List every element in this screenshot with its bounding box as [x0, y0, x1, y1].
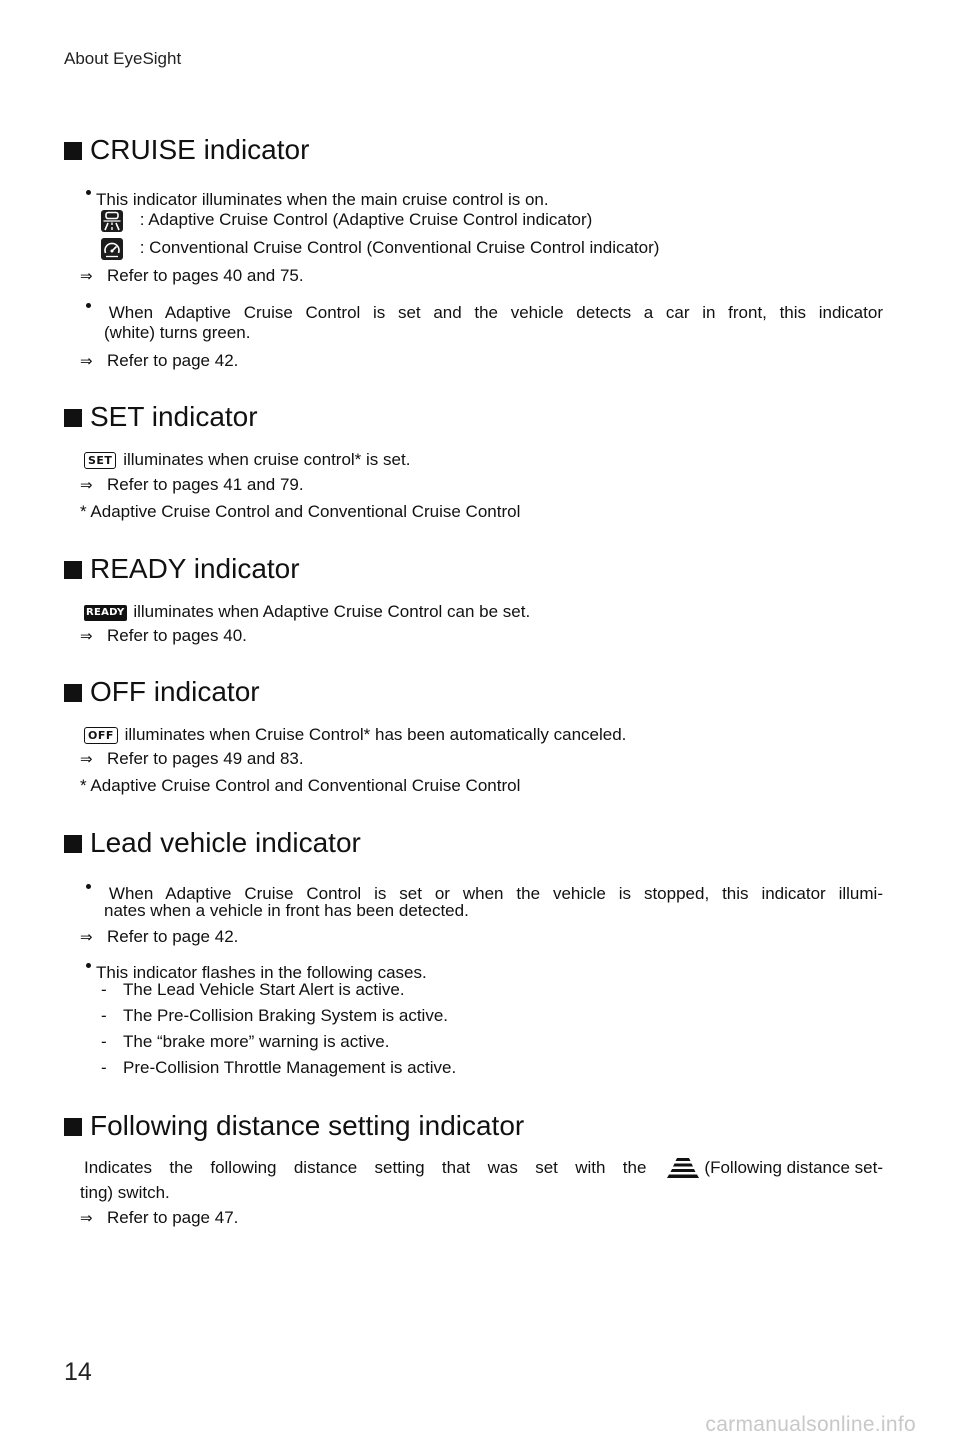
footnote: * Adaptive Cruise Control and Conventional Cruise Control [80, 776, 521, 795]
square-bullet-icon [64, 835, 82, 853]
section-lead-vehicle [64, 826, 884, 860]
list-item: - Pre-Collision Throttle Management is active. [101, 1058, 457, 1077]
conventional-cruise-icon [101, 238, 123, 260]
bullet-icon [84, 179, 96, 205]
page-number: 14 [64, 1358, 92, 1386]
watermark: carmanualsonline.info [705, 1413, 916, 1436]
page-reference: ⇒ Refer to pages 40. [80, 623, 247, 649]
list-item: - The Lead Vehicle Start Alert is active. [101, 980, 405, 999]
section-set [64, 400, 884, 434]
arrow-right-icon: ⇒ [80, 627, 93, 645]
section-ready [64, 552, 884, 586]
page-reference: ⇒ Refer to pages 40 and 75. [80, 263, 304, 289]
conventional-cruise-row: : Conventional Cruise Control (Conventional Cruise Control indicator) [101, 235, 659, 261]
bullet-continuation: (white) turns green. [104, 323, 251, 342]
bullet-icon [84, 292, 96, 318]
bullet-item: This indicator illuminates when the main cruise control is on. [84, 179, 549, 213]
ready-indicator-text: READY illuminates when Adaptive Cruise Control can be set. [86, 602, 531, 621]
square-bullet-icon [64, 561, 82, 579]
section-heading: CRUISE indicator [64, 133, 884, 167]
set-indicator-text: SET illuminates when cruise control* is set. [84, 447, 410, 473]
page-reference: ⇒ Refer to pages 41 and 79. [80, 472, 304, 498]
footnote: * Adaptive Cruise Control and Conventional Cruise Control [80, 502, 521, 521]
section-off [64, 675, 884, 709]
following-distance-text: Indicates the following distance setting that was set with the (Following distance set- [84, 1155, 883, 1181]
bullet-item: This indicator flashes in the following cases. [84, 952, 427, 986]
page-reference: ⇒ Refer to pages 49 and 83. [80, 746, 304, 772]
section-heading: Following distance setting indicator [64, 1109, 884, 1143]
ready-indicator-icon: READY [84, 605, 127, 621]
page-reference: ⇒ Refer to page 47. [80, 1205, 238, 1231]
list-item: - The “brake more” warning is active. [101, 1032, 390, 1051]
square-bullet-icon [64, 684, 82, 702]
square-bullet-icon [64, 409, 82, 427]
section-heading: Lead vehicle indicator [64, 826, 884, 860]
running-head: About EyeSight [64, 49, 182, 68]
bullet-item: When Adaptive Cruise Control is set and the vehicle detects a car in front, this indicator [84, 292, 883, 326]
off-indicator-icon: OFF [84, 727, 118, 744]
text-continuation: ting) switch. [80, 1183, 170, 1202]
page-reference: ⇒ Refer to page 42. [80, 348, 238, 374]
page-reference: ⇒ Refer to page 42. [80, 924, 238, 950]
section-cruise [64, 133, 884, 167]
arrow-right-icon: ⇒ [80, 352, 93, 370]
square-bullet-icon [64, 1118, 82, 1136]
arrow-right-icon: ⇒ [80, 267, 93, 285]
following-distance-icon [664, 1155, 702, 1181]
section-heading: SET indicator [64, 400, 884, 434]
arrow-right-icon: ⇒ [80, 1209, 93, 1227]
bullet-icon [84, 873, 96, 899]
bullet-item: When Adaptive Cruise Control is set or when the vehicle is stopped, this indicator illumi- [84, 873, 883, 907]
section-heading: OFF indicator [64, 675, 884, 709]
set-indicator-icon: SET [84, 452, 116, 469]
bullet-icon [84, 952, 96, 978]
arrow-right-icon: ⇒ [80, 928, 93, 946]
list-item: - The Pre-Collision Braking System is active. [101, 1006, 449, 1025]
section-heading: READY indicator [64, 552, 884, 586]
bullet-continuation: nates when a vehicle in front has been detected. [104, 901, 469, 920]
arrow-right-icon: ⇒ [80, 750, 93, 768]
square-bullet-icon [64, 142, 82, 160]
arrow-right-icon: ⇒ [80, 476, 93, 494]
adaptive-cruise-icon [101, 210, 123, 232]
off-indicator-text: OFF illuminates when Cruise Control* has been automatically canceled. [84, 722, 626, 748]
adaptive-cruise-row: : Adaptive Cruise Control (Adaptive Cruise Control indicator) [101, 207, 592, 233]
section-following-distance [64, 1109, 884, 1143]
